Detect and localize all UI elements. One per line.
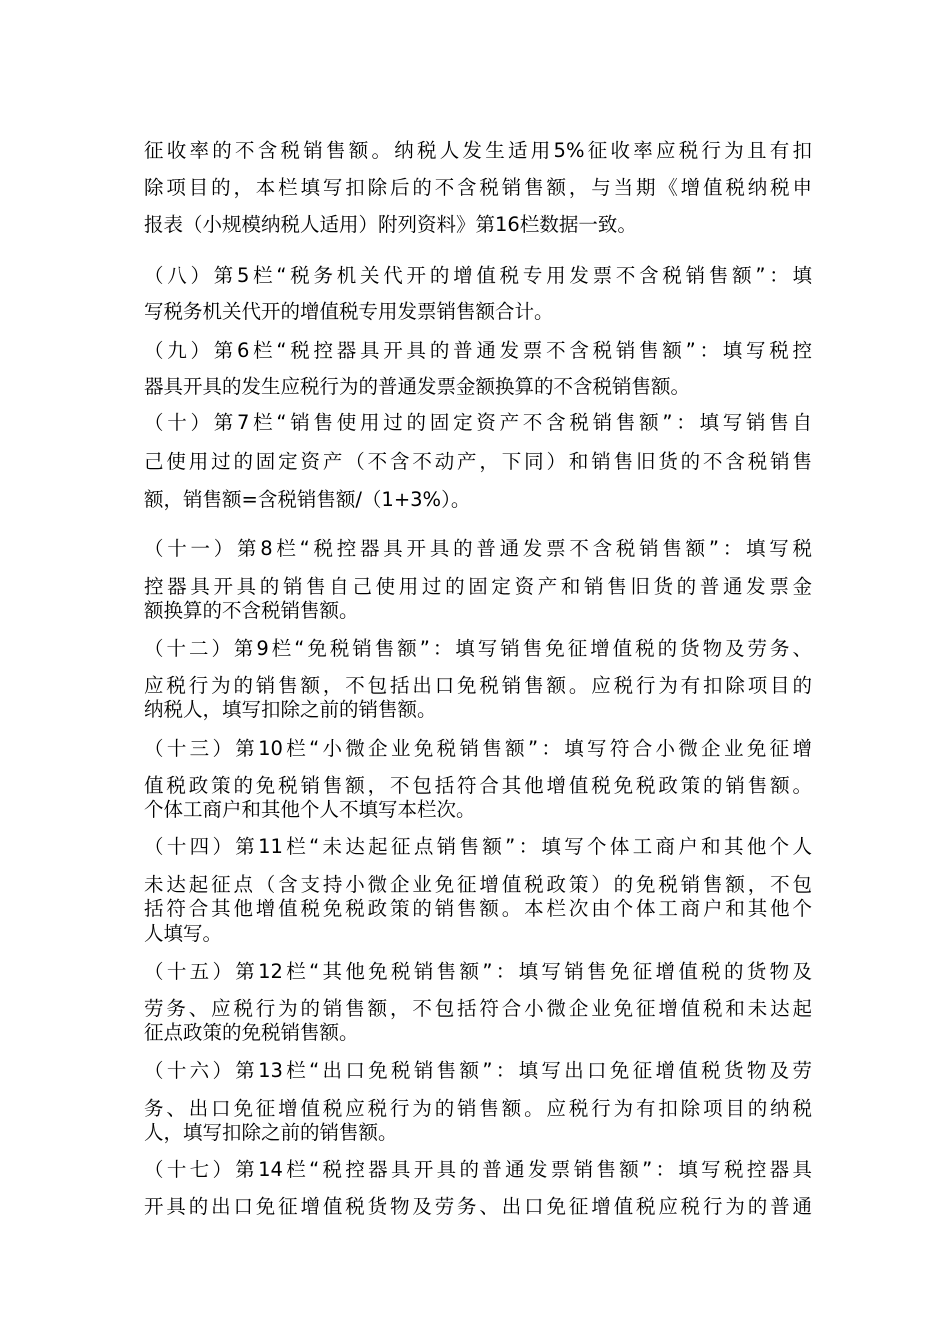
body-text-line: （十七）第14栏“税控器具开具的普通发票销售额”：填写税控器具 xyxy=(144,1158,812,1181)
body-text-line: 器具开具的发生应税行为的普通发票金额换算的不含税销售额。 xyxy=(144,375,691,398)
body-text-line: 报表（小规模纳税人适用）附列资料》第16栏数据一致。 xyxy=(144,213,637,236)
body-text-line: （八）第5栏“税务机关代开的增值税专用发票不含税销售额”：填 xyxy=(144,264,812,287)
body-text-line: （十一）第8栏“税控器具开具的普通发票不含税销售额”：填写税 xyxy=(144,537,812,560)
body-text-line: （十四）第11栏“未达起征点销售额”：填写个体工商户和其他个人 xyxy=(144,835,812,858)
body-text-line: 开具的出口免征增值税货物及劳务、出口免征增值税应税行为的普通 xyxy=(144,1195,812,1218)
body-text-line: 额，销售额=含税销售额/（1+3%）。 xyxy=(144,488,471,511)
body-text-line: （九）第6栏“税控器具开具的普通发票不含税销售额”：填写税控 xyxy=(144,339,812,362)
body-text-line: 个体工商户和其他个人不填写本栏次。 xyxy=(144,798,476,821)
body-text-line: 己使用过的固定资产（不含不动产，下同）和销售旧货的不含税销售 xyxy=(144,450,812,473)
body-text-line: 未达起征点（含支持小微企业免征增值税政策）的免税销售额，不包 xyxy=(144,873,812,896)
body-text-line: 征点政策的免税销售额。 xyxy=(144,1021,359,1044)
body-text-line: （十）第7栏“销售使用过的固定资产不含税销售额”：填写销售自 xyxy=(144,411,812,434)
body-text-line: 人填写。 xyxy=(144,922,223,945)
body-text-line: 人，填写扣除之前的销售额。 xyxy=(144,1121,398,1144)
body-text-line: 写税务机关代开的增值税专用发票销售额合计。 xyxy=(144,300,554,323)
body-text-line: 劳务、应税行为的销售额，不包括符合小微企业免征增值税和未达起 xyxy=(144,997,812,1020)
body-text-line: （十二）第9栏“免税销售额”：填写销售免征增值税的货物及劳务、 xyxy=(144,637,812,660)
body-text-line: （十六）第13栏“出口免税销售额”：填写出口免征增值税货物及劳 xyxy=(144,1059,812,1082)
body-text-line: 务、出口免征增值税应税行为的销售额。应税行为有扣除项目的纳税 xyxy=(144,1097,812,1120)
body-text-line: 值税政策的免税销售额，不包括符合其他增值税免税政策的销售额。 xyxy=(144,774,812,797)
body-text-line: 括符合其他增值税免税政策的销售额。本栏次由个体工商户和其他个 xyxy=(144,897,812,920)
body-text-line: （十三）第10栏“小微企业免税销售额”：填写符合小微企业免征增 xyxy=(144,737,812,760)
body-text-line: 征收率的不含税销售额。纳税人发生适用5%征收率应税行为且有扣 xyxy=(144,139,812,162)
body-text-line: 应税行为的销售额，不包括出口免税销售额。应税行为有扣除项目的 xyxy=(144,674,812,697)
body-text-line: 除项目的，本栏填写扣除后的不含税销售额，与当期《增值税纳税申 xyxy=(144,176,812,199)
body-text-line: （十五）第12栏“其他免税销售额”：填写销售免征增值税的货物及 xyxy=(144,960,812,983)
body-text-line: 额换算的不含税销售额。 xyxy=(144,599,359,622)
body-text-line: 纳税人，填写扣除之前的销售额。 xyxy=(144,698,437,721)
body-text-line: 控器具开具的销售自己使用过的固定资产和销售旧货的普通发票金 xyxy=(144,575,812,598)
